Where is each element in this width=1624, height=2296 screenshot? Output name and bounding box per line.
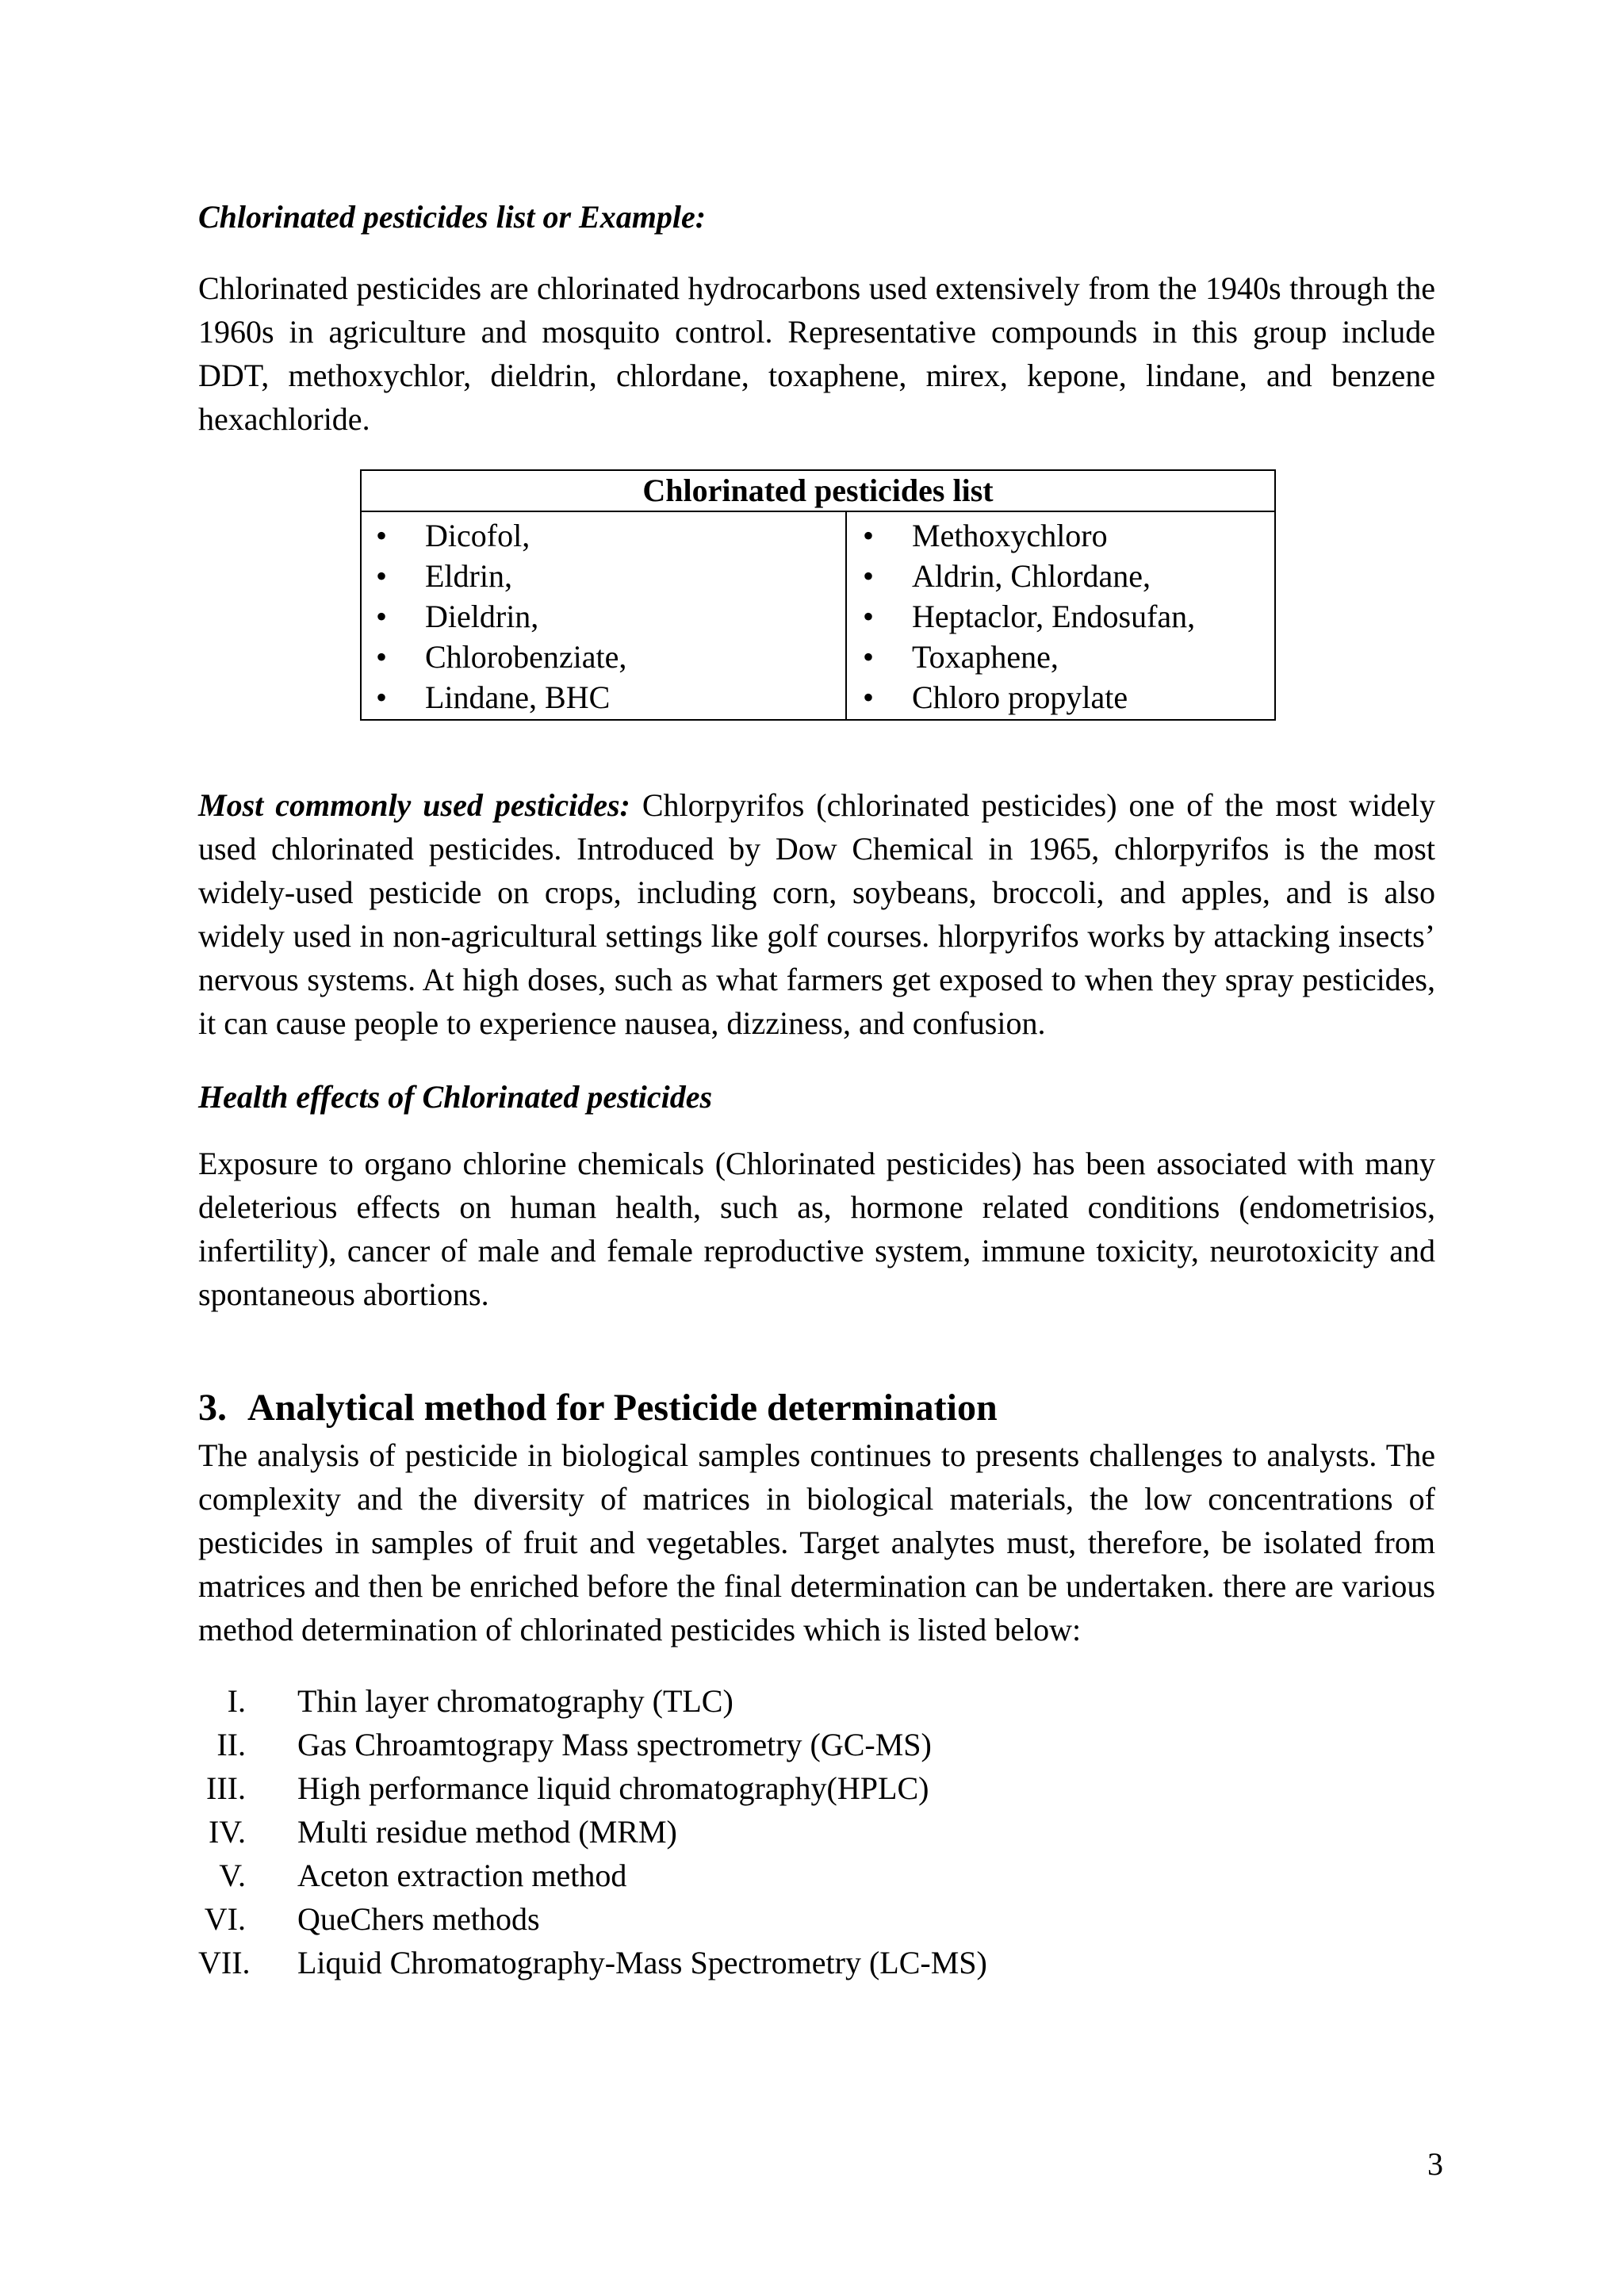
method-list-item	[198, 1810, 1435, 1854]
most-used-paragraph-block	[198, 783, 1435, 1045]
section-3-title	[198, 1386, 1435, 1430]
section-heading-health-effects	[198, 1078, 1435, 1116]
pesticide-name: Lindane, BHC	[425, 679, 611, 715]
analysis-paragraph-block	[198, 1433, 1435, 1651]
most-used-lead: Most commonly used pesticides:	[198, 787, 630, 823]
page-number: 3	[1427, 2146, 1443, 2182]
table-title: Chlorinated pesticides list	[361, 470, 1275, 511]
analysis-paragraph: The analysis of pesticide in biological samples continues to presents challenges to analysts. The complexity and the diversity of matrices in biological materials, the low concentrations of pesticides in samples of fruit and vegetables. Target analytes must, therefore, be isolated from matrices and then be enriched before the final determination can be undertaken. there are various method determination of chlorinated pesticides which is listed below:	[198, 1437, 1435, 1647]
pesticide-name: Toxaphene,	[912, 639, 1059, 675]
pesticide-list-item	[847, 556, 1274, 596]
pesticide-list-item	[847, 637, 1274, 677]
pesticide-list-item	[847, 677, 1274, 718]
method-list-item	[198, 1723, 1435, 1766]
pesticide-list-item	[362, 515, 845, 556]
most-used-paragraph	[198, 783, 1435, 1045]
section-title-text: Analytical method for Pesticide determination	[247, 1387, 998, 1429]
method-name: Gas Chroamtograpy Mass spectrometry (GC-MS)	[297, 1727, 932, 1762]
method-name: High performance liquid chromatography(HPLC)	[297, 1770, 929, 1806]
bullet-icon: •	[863, 599, 875, 634]
pesticide-name: Chloro propylate	[912, 679, 1128, 715]
method-list-item	[198, 1679, 1435, 1723]
pesticide-name: Heptaclor, Endosufan,	[912, 599, 1196, 634]
method-number: IV.	[208, 1814, 246, 1850]
pesticide-list-item	[362, 637, 845, 677]
method-list-item	[198, 1854, 1435, 1897]
section-3-heading	[198, 1386, 1435, 1430]
intro-paragraph-block	[198, 266, 1435, 441]
method-name: Multi residue method (MRM)	[297, 1814, 677, 1850]
pesticide-name: Dicofol,	[425, 518, 530, 553]
pesticide-list-item	[362, 677, 845, 718]
section-heading-chlorinated-list	[198, 198, 1435, 236]
bullet-icon: •	[863, 639, 875, 675]
methods-list-block	[198, 1679, 1435, 1984]
pesticide-name: Dieldrin,	[425, 599, 539, 634]
bullet-icon: •	[863, 558, 875, 594]
method-number: II.	[216, 1727, 246, 1762]
pesticide-list-item	[847, 596, 1274, 637]
method-number: III.	[206, 1770, 246, 1806]
pesticide-name: Chlorobenziate,	[425, 639, 627, 675]
method-list-item	[198, 1941, 1435, 1984]
pesticides-table	[360, 469, 1276, 721]
method-name: Liquid Chromatography-Mass Spectrometry (LC-MS)	[297, 1945, 987, 1980]
pesticide-list-item	[847, 515, 1274, 556]
bullet-icon: •	[376, 518, 388, 553]
table-left-column	[361, 511, 846, 720]
bullet-icon: •	[863, 518, 875, 553]
pesticide-list-item	[362, 556, 845, 596]
health-paragraph-block	[198, 1142, 1435, 1316]
method-number: V.	[219, 1858, 246, 1893]
bullet-icon: •	[863, 679, 875, 715]
section-number: 3.	[198, 1387, 227, 1429]
table-right-column	[846, 511, 1275, 720]
method-number: VII.	[198, 1945, 251, 1980]
method-name: QueChers methods	[297, 1901, 540, 1937]
method-list-item	[198, 1897, 1435, 1941]
pesticide-list-item	[362, 596, 845, 637]
right-pesticide-list	[847, 515, 1274, 718]
method-name: Thin layer chromatography (TLC)	[297, 1683, 733, 1719]
health-paragraph: Exposure to organo chlorine chemicals (Chlorinated pesticides) has been associated with many deleterious effects on human health, such as, hormone related conditions (endometrisios, infertility), cancer of male and female reproductive system, immune toxicity, neurotoxicity and spontaneous abortions.	[198, 1146, 1435, 1312]
heading-text: Chlorinated pesticides list or Example:	[198, 199, 707, 235]
method-number: VI.	[204, 1901, 246, 1937]
most-used-text: Chlorpyrifos (chlorinated pesticides) one of the most widely used chlorinated pesticides. Introduced by Dow Chemical in 1965, chlorpyrifos is the most widely-used pesticide on crops, including corn, soybeans, broccoli, and apples, and is also widely used in non-agricultural settings like golf courses. hlorpyrifos works by attacking insects’ nervous systems. At high doses, such as what farmers get exposed to when they spray pesticides, it can cause people to experience nausea, dizziness, and confusion.	[198, 787, 1435, 1041]
pesticide-name: Aldrin, Chlordane,	[912, 558, 1151, 594]
method-name: Aceton extraction method	[297, 1858, 627, 1893]
pesticide-name: Eldrin,	[425, 558, 512, 594]
bullet-icon: •	[376, 639, 388, 675]
bullet-icon: •	[376, 558, 388, 594]
bullet-icon: •	[376, 599, 388, 634]
bullet-icon: •	[376, 679, 388, 715]
method-list-item	[198, 1766, 1435, 1810]
health-heading-text: Health effects of Chlorinated pesticides	[198, 1079, 713, 1115]
pesticide-name: Methoxychloro	[912, 518, 1108, 553]
methods-list	[198, 1679, 1435, 1984]
left-pesticide-list	[362, 515, 845, 718]
intro-paragraph: Chlorinated pesticides are chlorinated hydrocarbons used extensively from the 1940s through the 1960s in agriculture and mosquito control. Representative compounds in this group include DDT, methoxychlor, dieldrin, chlordane, toxaphene, mirex, kepone, lindane, and benzene hexachloride.	[198, 270, 1435, 437]
method-number: I.	[227, 1683, 246, 1719]
